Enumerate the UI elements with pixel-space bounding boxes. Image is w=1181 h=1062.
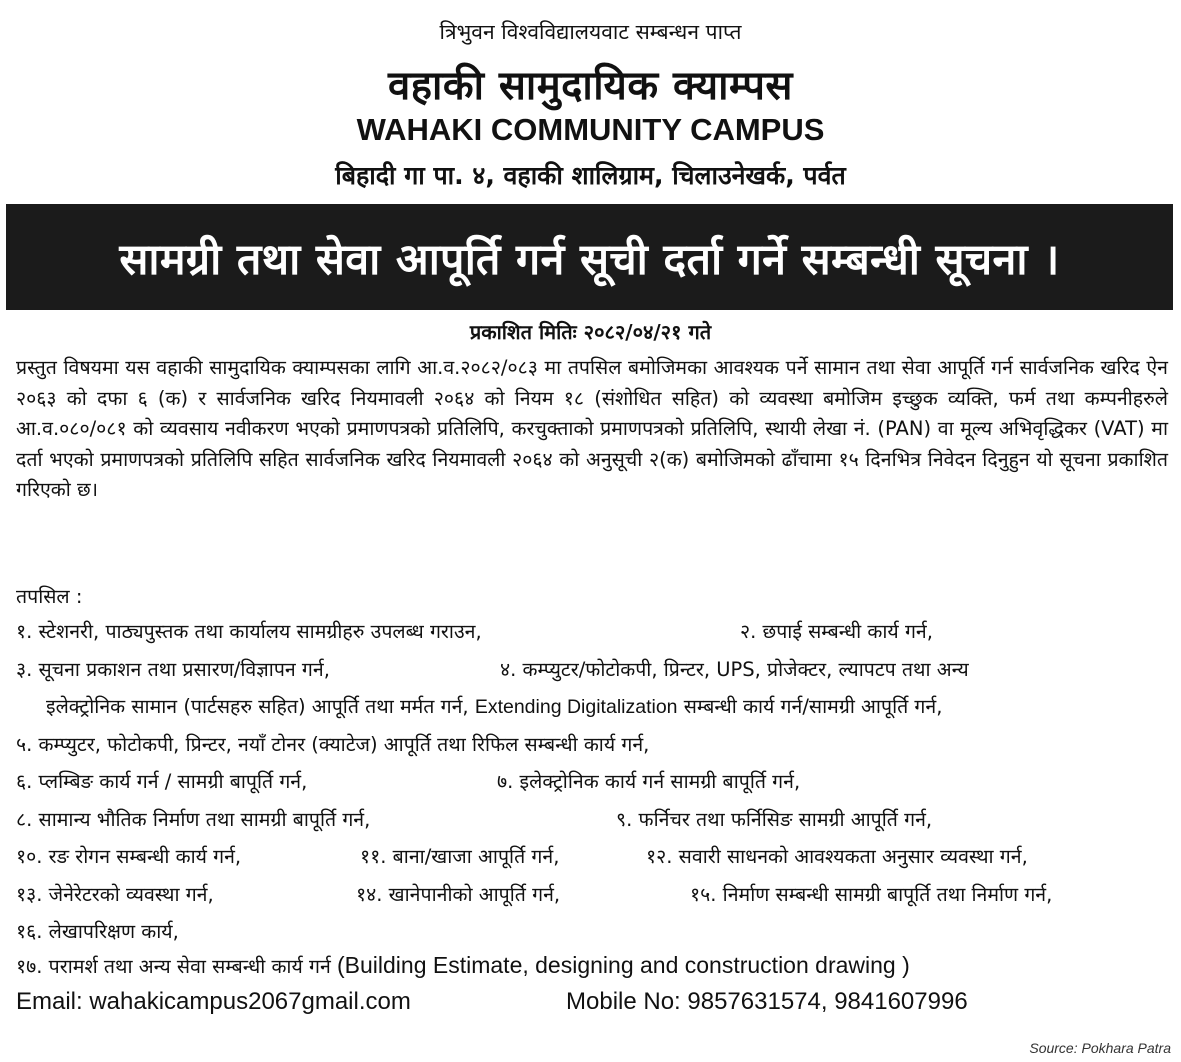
publish-date: प्रकाशित मितिः २०८२/०४/२१ गते — [469, 320, 712, 344]
list-item-4-continued-b: सम्बन्धी कार्य गर्न/सामग्री आपूर्ति गर्न, — [683, 695, 943, 718]
contact-email: Email: wahakicampus2067gmail.com — [16, 988, 411, 1015]
campus-name-nepali: वहाकी सामुदायिक क्याम्पस — [388, 63, 793, 109]
notice-title: सामग्री तथा सेवा आपूर्ति गर्न सूची दर्ता गर्ने सम्बन्धी सूचना । — [119, 234, 1060, 285]
list-item-4-continued — [46, 692, 942, 719]
list-item-17-text: १७. परामर्श तथा अन्य सेवा सम्बन्धी कार्य गर्न — [16, 955, 331, 978]
list-item-4-continued-en: Extending Digitalization — [474, 696, 678, 718]
list-item-13: १३. जेनेरेटरको व्यवस्था गर्न, — [16, 883, 214, 906]
schedule-label: तपसिल : — [16, 585, 83, 608]
affiliation-text: त्रिभुवन विश्वविद्यालयवाट सम्बन्धन पाप्त — [439, 20, 742, 44]
campus-address: बिहादी गा पा. ४, वहाकी शालिग्राम, चिलाउनेखर्क, पर्वत — [335, 161, 846, 190]
list-item-4-continued-a: इलेक्ट्रोनिक सामान (पार्टसहरु सहित) आपूर्ति तथा मर्मत गर्न, — [46, 695, 469, 718]
list-item-12: १२. सवारी साधनको आवश्यकता अनुसार व्यवस्था गर्न, — [646, 845, 1028, 868]
list-item-16: १६. लेखापरिक्षण कार्य, — [16, 920, 179, 943]
list-item-2: २. छपाई सम्बन्धी कार्य गर्न, — [740, 620, 933, 643]
list-item-10: १०. रङ रोगन सम्बन्धी कार्य गर्न, — [16, 845, 242, 868]
list-item-17 — [16, 952, 910, 979]
campus-name-english: WAHAKI COMMUNITY CAMPUS — [356, 112, 825, 147]
list-item-6: ६. प्लम्बिङ कार्य गर्न / सामग्री बापूर्ति गर्न, — [16, 770, 308, 793]
notice-paragraph: प्रस्तुत विषयमा यस वहाकी सामुदायिक क्याम्पसका लागि आ.व.२०८२/०८३ मा तपसिल बमोजिमका आवश्यक पर्ने सामान तथा सेवा आपूर्ति गर्न सार्वजनिक खरिद ऐन २०६३ को दफा ६ (क) र सार्वजनिक खरिद नियमावली २०६४ को नियम १८ (संशोधित सहित) को व्यवस्था बमोजिम इच्छुक व्यक्ति, फर्म तथा कम्पनीहरुले आ.व.०८०/०८१ को व्यवसाय नवीकरण भएको प्रमाणपत्रको प्रतिलिपि, करचुक्ताको प्रमाणपत्रको प्रतिलिपि, स्थायी लेखा नं. (PAN) वा मूल्य अभिवृद्धिकर (VAT) मा दर्ता भएको प्रमाणपत्रको प्रतिलिपि सहित सार्वजनिक खरिद नियमावली २०६४ को अनुसूची २(क) बमोजिमको ढाँचामा १५ दिनभित्र निवेदन दिनुहुन यो सूचना प्रकाशित गरिएको छ। — [16, 356, 1168, 501]
contact-mobile: Mobile No: 9857631574, 9841607996 — [566, 988, 968, 1015]
list-item-4: ४. कम्प्युटर/फोटोकपी, प्रिन्टर, UPS, प्रोजेक्टर, ल्यापटप तथा अन्य — [500, 658, 969, 681]
list-item-1: १. स्टेशनरी, पाठ्यपुस्तक तथा कार्यालय सामग्रीहरु उपलब्ध गराउन, — [16, 620, 482, 643]
source-credit: Source: Pokhara Patra — [1029, 1040, 1171, 1056]
list-item-15: १५. निर्माण सम्बन्धी सामग्री बापूर्ति तथा निर्माण गर्न, — [690, 883, 1053, 906]
list-item-3: ३. सूचना प्रकाशन तथा प्रसारण/विज्ञापन गर्न, — [16, 658, 330, 681]
list-item-5: ५. कम्प्युटर, फोटोकपी, प्रिन्टर, नयाँ टोनर (क्याटेज) आपूर्ति तथा रिफिल सम्बन्धी कार्य गर्न, — [16, 733, 650, 756]
list-item-8: ८. सामान्य भौतिक निर्माण तथा सामग्री बापूर्ति गर्न, — [16, 808, 371, 831]
list-item-9: ९. फर्निचर तथा फर्निसिङ सामग्री आपूर्ति गर्न, — [616, 808, 933, 831]
list-item-14: १४. खानेपानीको आपूर्ति गर्न, — [356, 883, 561, 906]
list-item-11: ११. बाना/खाजा आपूर्ति गर्न, — [360, 845, 560, 868]
list-item-7: ७. इलेक्ट्रोनिक कार्य गर्न सामग्री बापूर्ति गर्न, — [497, 770, 801, 793]
list-item-17-english: (Building Estimate, designing and construction drawing ) — [337, 952, 910, 978]
notice-title-banner — [6, 204, 1173, 310]
